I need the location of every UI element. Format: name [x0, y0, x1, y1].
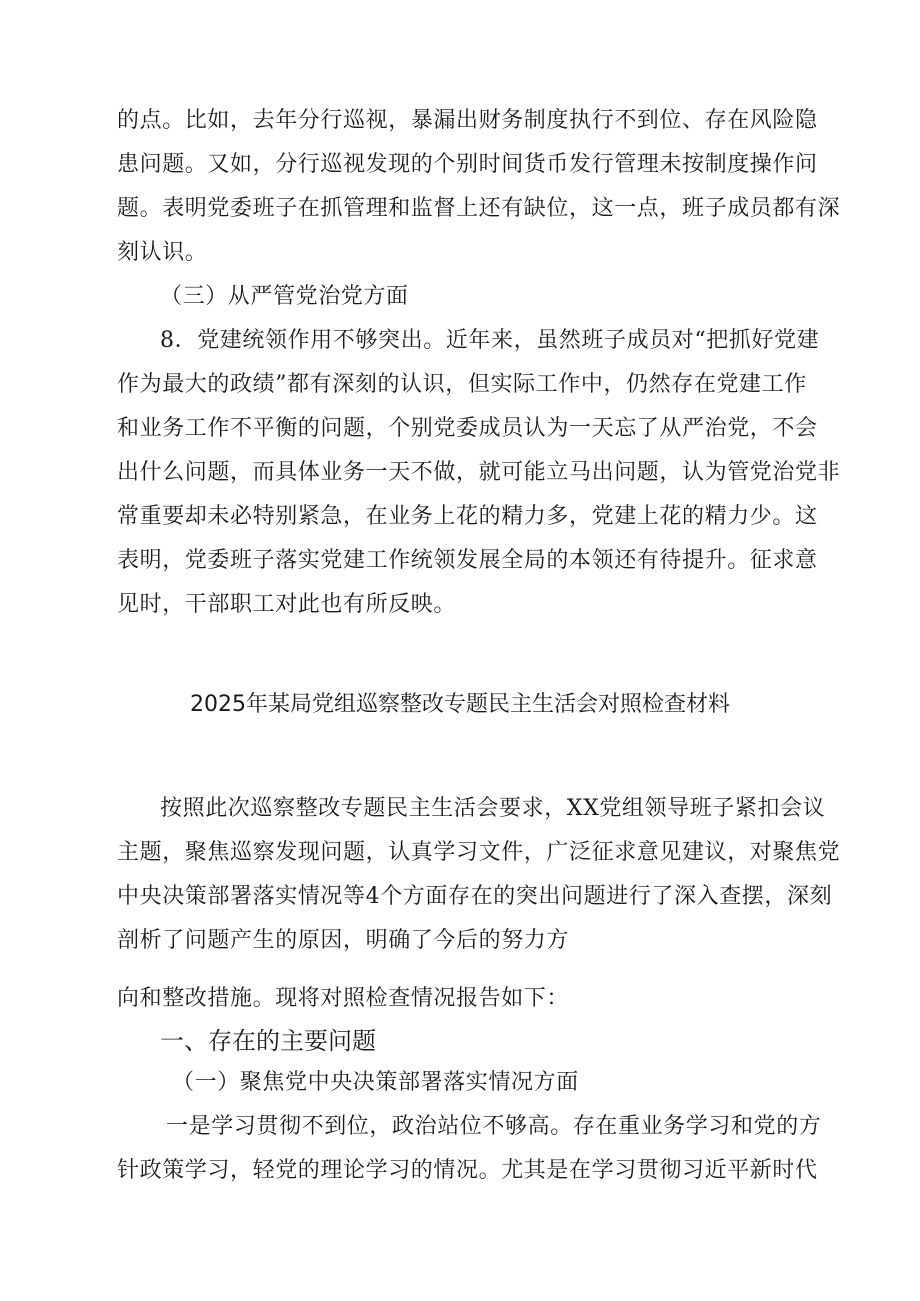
subheading: （三）从严管党治党方面 [160, 284, 409, 309]
text-line: 题。表明党委班子在抓管理和监督上还有缺位，这一点，班子成员都有深 [117, 196, 841, 221]
text-line: 作为最大的政绩”都有深刻的认识，但实际工作中，仍然存在党建工作 [117, 372, 807, 397]
text-line: 表明，党委班子落实党建工作统领发展全局的本领还有待提升。征求意 [117, 548, 818, 573]
text-line: 按照此次巡察整改专题民主生活会要求，XX党组领导班子紧扣会议 [160, 796, 826, 821]
subheading: （一）聚焦党中央决策部署落实情况方面 [172, 1070, 579, 1095]
text-line: 常重要却未必特别紧急，在业务上花的精力多，党建上花的精力少。这 [117, 504, 818, 529]
text-line: 见时，干部职工对此也有所反映。 [117, 592, 457, 617]
text-line: 剖析了问题产生的原因，明确了今后的努力方 [117, 928, 570, 953]
text-line: 中央决策部署落实情况等4个方面存在的突出问题进行了深入查摆，深刻 [117, 884, 833, 909]
text-line: 主题，聚焦巡察发现问题，认真学习文件，广泛征求意见建议，对聚焦党 [117, 840, 841, 865]
section-heading: 一、存在的主要问题 [160, 1027, 376, 1055]
document-title: 2025年某局党组巡察整改专题民主生活会对照检查材料 [190, 692, 730, 717]
text-line: 刻认识。 [117, 240, 208, 265]
text-line: 的点。比如，去年分行巡视，暴漏出财务制度执行不到位、存在风险隐 [117, 108, 818, 133]
text-line: 患问题。又如，分行巡视发现的个别时间货币发行管理未按制度操作问 [117, 152, 818, 177]
text-line: 针政策学习，轻党的理论学习的情况。尤其是在学习贯彻习近平新时代 [117, 1158, 818, 1183]
text-line: 出什么问题，而具体业务一天不做，就可能立马出问题，认为管党治党非 [117, 460, 841, 485]
text-line: 一是学习贯彻不到位，政治站位不够高。存在重业务学习和党的方 [166, 1114, 822, 1139]
text-line: 向和整改措施。现将对照检查情况报告如下： [117, 986, 570, 1011]
text-line: 8．党建统领作用不够突出。近年来，虽然班子成员对“把抓好党建 [160, 328, 820, 353]
text-line: 和业务工作不平衡的问题，个别党委成员认为一天忘了从严治党，不会 [117, 416, 818, 441]
